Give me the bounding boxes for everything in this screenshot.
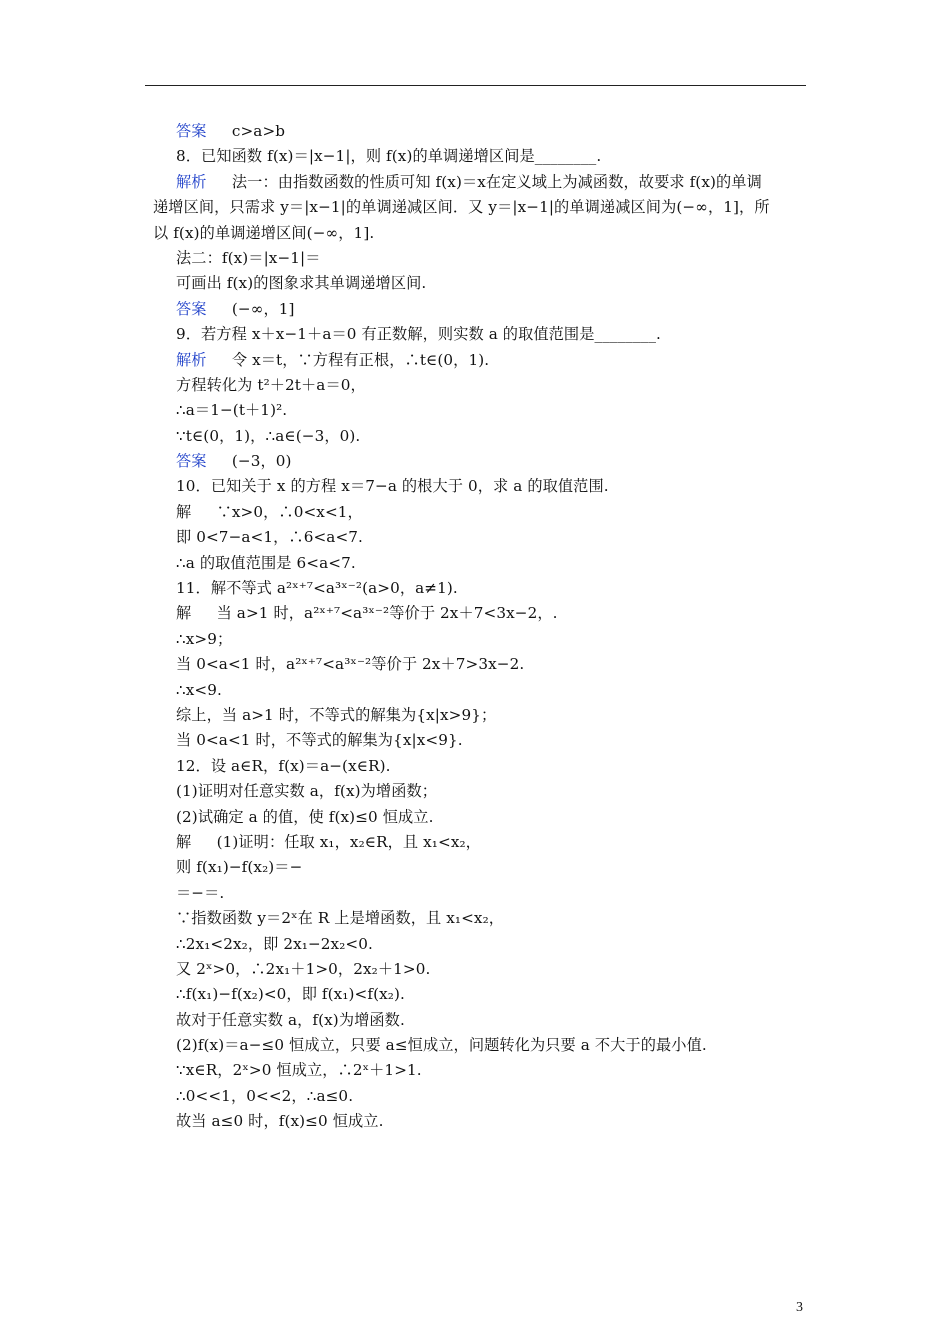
line-text: (2)f(x)＝a−≤0 恒成立，只要 a≤恒成立，问题转化为只要 a 不大于的最小值. bbox=[176, 1036, 707, 1055]
line-text: (2)试确定 a 的值，使 f(x)≤0 恒成立. bbox=[176, 807, 434, 826]
line-text: 当 a>1 时，a²ˣ⁺⁷<a³ˣ⁻²等价于 2x＋7<3x−2，. bbox=[201, 604, 558, 623]
line-text: 12．设 a∈R，f(x)＝a−(x∈R). bbox=[176, 756, 391, 775]
line-text: ∵t∈(0，1)，∴a∈(−3，0). bbox=[176, 426, 361, 445]
line-text: (1)证明：任取 x₁，x₂∈R，且 x₁<x₂， bbox=[201, 832, 481, 851]
line-text: ∴2x₁<2x₂，即 2x₁−2x₂<0. bbox=[176, 934, 373, 953]
line-tag: 解析 bbox=[176, 172, 207, 191]
line-tag: 答案 bbox=[176, 122, 207, 140]
line-text: (1)证明对任意实数 a，f(x)为增函数； bbox=[176, 782, 438, 801]
doc-line bbox=[176, 754, 816, 779]
doc-line bbox=[176, 551, 816, 576]
line-text: 综上，当 a>1 时，不等式的解集为{x|x>9}； bbox=[176, 705, 497, 724]
line-tag: 解析 bbox=[176, 350, 207, 369]
line-text: ∴x<9. bbox=[176, 680, 222, 699]
line-text: 当 0<a<1 时，a²ˣ⁺⁷<a³ˣ⁻²等价于 2x＋7>3x−2. bbox=[176, 655, 525, 674]
document-body bbox=[153, 119, 816, 1135]
doc-line bbox=[153, 221, 816, 246]
doc-line bbox=[176, 830, 816, 855]
doc-line bbox=[176, 652, 816, 677]
doc-line bbox=[176, 601, 816, 626]
line-text: ∴a 的取值范围是 6<a<7. bbox=[176, 553, 356, 572]
doc-line bbox=[153, 195, 816, 220]
doc-line bbox=[176, 373, 816, 398]
doc-line bbox=[176, 322, 816, 347]
line-tag: 解 bbox=[176, 502, 192, 521]
line-text: 故对于任意实数 a，f(x)为增函数. bbox=[176, 1010, 405, 1029]
doc-line bbox=[176, 1033, 816, 1058]
line-tag: 答案 bbox=[176, 452, 207, 471]
line-text: ∴a＝1−(t＋1)². bbox=[176, 401, 288, 420]
doc-line bbox=[176, 525, 816, 550]
line-text: (−3，0) bbox=[216, 452, 292, 471]
line-text: 11．解不等式 a²ˣ⁺⁷<a³ˣ⁻²(a>0，a≠1). bbox=[176, 579, 458, 598]
line-text: ∵指数函数 y＝2ˣ在 R 上是增函数，且 x₁<x₂， bbox=[176, 909, 505, 928]
doc-line bbox=[176, 957, 816, 982]
doc-line bbox=[176, 246, 816, 271]
doc-line bbox=[176, 474, 816, 499]
doc-line bbox=[176, 1084, 816, 1109]
doc-line bbox=[176, 779, 816, 804]
doc-line bbox=[176, 932, 816, 957]
line-text: 令 x＝t，∵方程有正根，∴t∈(0，1). bbox=[216, 350, 490, 369]
doc-line bbox=[176, 728, 816, 753]
line-text: c>a>b bbox=[216, 122, 286, 140]
doc-line bbox=[176, 805, 816, 830]
line-text: 10．已知关于 x 的方程 x＝7−a 的根大于 0，求 a 的取值范围. bbox=[176, 477, 609, 496]
doc-line bbox=[176, 576, 816, 601]
line-text: 则 f(x₁)−f(x₂)＝− bbox=[176, 858, 303, 877]
doc-line bbox=[176, 678, 816, 703]
line-text: 又 2ˣ>0，∴2x₁＋1>0，2x₂＋1>0. bbox=[176, 959, 431, 978]
line-text: (−∞，1] bbox=[216, 299, 295, 318]
doc-line bbox=[176, 144, 816, 169]
doc-line bbox=[176, 424, 816, 449]
header-rule bbox=[145, 85, 806, 86]
doc-line bbox=[176, 271, 816, 296]
page-number: 3 bbox=[796, 1300, 803, 1315]
line-text: ∴0<<1，0<<2，∴a≤0. bbox=[176, 1086, 354, 1105]
line-text: 当 0<a<1 时，不等式的解集为{x|x<9}. bbox=[176, 731, 463, 750]
doc-line bbox=[176, 398, 816, 423]
line-tag: 解 bbox=[176, 604, 192, 623]
line-text: 法一：由指数函数的性质可知 f(x)＝x在定义域上为减函数，故要求 f(x)的单调 bbox=[216, 172, 762, 191]
doc-line bbox=[176, 1058, 816, 1083]
line-text: 法二：f(x)＝|x−1|＝ bbox=[176, 248, 321, 267]
doc-line bbox=[176, 627, 816, 652]
line-text: ＝−＝. bbox=[176, 883, 225, 902]
doc-line bbox=[176, 881, 816, 906]
line-text: ∴x>9； bbox=[176, 629, 233, 648]
doc-line bbox=[176, 1109, 816, 1134]
line-text: 递增区间，只需求 y＝|x−1|的单调递减区间．又 y＝|x−1|的单调递减区间为(−∞，1]，所 bbox=[153, 198, 770, 217]
line-text: ∴f(x₁)−f(x₂)<0，即 f(x₁)<f(x₂). bbox=[176, 985, 405, 1004]
line-text: ∵x>0，∴0<x<1， bbox=[201, 502, 363, 521]
doc-line bbox=[176, 855, 816, 880]
doc-line bbox=[176, 982, 816, 1007]
line-tag: 答案 bbox=[176, 299, 207, 318]
doc-line bbox=[176, 348, 816, 373]
line-text: 以 f(x)的单调递增区间(−∞，1]. bbox=[153, 223, 375, 242]
line-text: 8．已知函数 f(x)＝|x−1|，则 f(x)的单调递增区间是________. bbox=[176, 147, 602, 166]
line-text: 故当 a≤0 时，f(x)≤0 恒成立. bbox=[176, 1112, 384, 1131]
line-tag: 解 bbox=[176, 832, 192, 851]
doc-line bbox=[176, 906, 816, 931]
doc-line bbox=[176, 297, 816, 322]
line-text: 即 0<7−a<1，∴6<a<7. bbox=[176, 528, 363, 547]
doc-line bbox=[176, 449, 816, 474]
doc-line bbox=[176, 170, 816, 195]
doc-line bbox=[176, 500, 816, 525]
doc-line bbox=[176, 703, 816, 728]
line-text: ∵x∈R，2ˣ>0 恒成立，∴2ˣ＋1>1. bbox=[176, 1061, 422, 1080]
line-text: 方程转化为 t²＋2t＋a＝0， bbox=[176, 375, 366, 394]
line-text: 可画出 f(x)的图象求其单调递增区间. bbox=[176, 274, 427, 293]
line-text: 9．若方程 x＋x−1＋a＝0 有正数解，则实数 a 的取值范围是________. bbox=[176, 325, 661, 344]
doc-line bbox=[176, 1008, 816, 1033]
doc-line bbox=[176, 119, 816, 144]
